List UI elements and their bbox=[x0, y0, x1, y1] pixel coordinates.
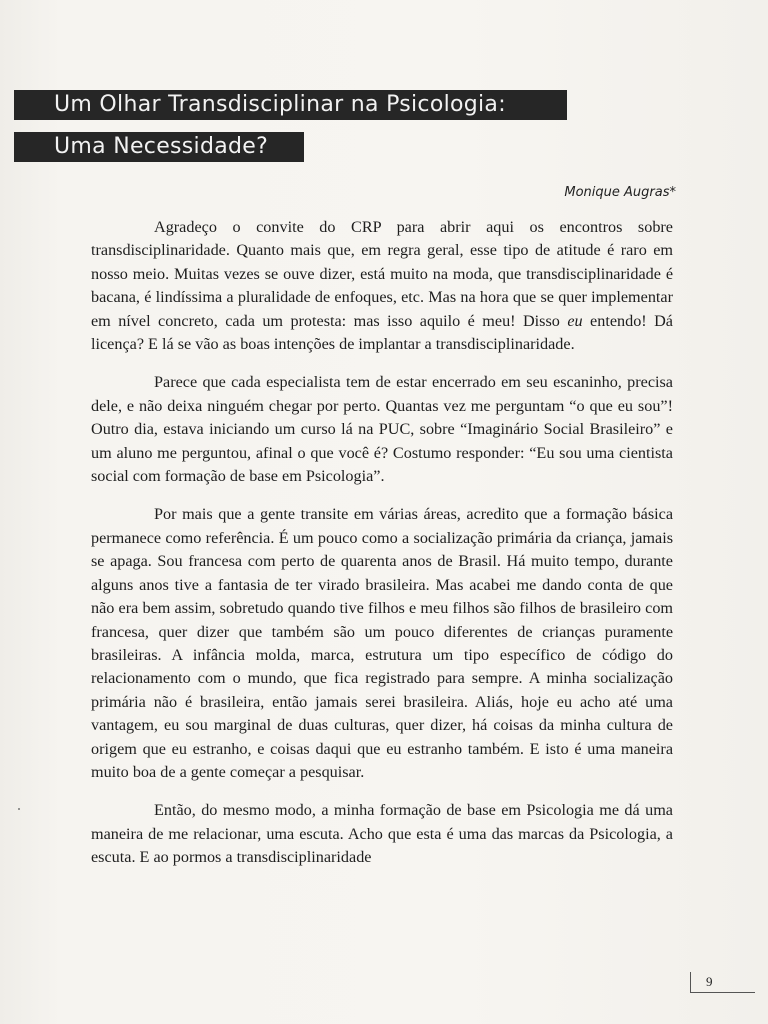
paragraph-3: Por mais que a gente transite em várias áreas, acredito que a formação básica permanece como referência. É um pouco como a socialização primária da criança, jamais se apaga. Sou francesa com perto de quarenta anos de Brasil. Há muito tempo, durante alguns anos tive a fantasia de ter virado brasileira. Mas acabei me dando conta de que não era bem assim, sobretudo quando tive filhos e meu filhos são filhos de brasileiro com francesa, quer dizer que também são um pouco diferentes de crianças puramente brasileiras. A infância molda, marca, estrutura um tipo específico de código do relacionamento com o mundo, que fica registrado para sempre. A minha socialização primária não é brasileira, então jamais serei brasileira. Aliás, hoje eu acho até uma vantagem, eu sou marginal de duas culturas, quer dizer, há coisas da minha cultura de origem que eu estranho, e coisas daqui que eu estranho também. E isto é uma maneira muito boa de a gente começar a pesquisar. bbox=[91, 505, 673, 781]
paragraph-4: Então, do mesmo modo, a minha formação de base em Psicologia me dá uma maneira de me relacionar, uma escuta. Acho que esta é uma das marcas da Psicologia, a escuta. E ao pormos a transdisciplinaridade bbox=[91, 801, 673, 867]
paragraph-2: Parece que cada especialista tem de estar encerrado em seu escaninho, precisa dele, e não deixa ninguém chegar por perto. Quantas vez me perguntam “o que eu sou”! Outro dia, estava iniciando um curso lá na PUC, sobre “Imaginário Social Brasileiro” e um aluno me perguntou, afinal o que você é? Costumo responder: “Eu sou uma cientista social com formação de base em Psicologia”. bbox=[91, 373, 673, 486]
article-body bbox=[91, 216, 673, 885]
paragraph-1-text-b: entendo! Dá licença? E lá se vão as boas intenções de implantar a transdisciplinaridade. bbox=[91, 311, 673, 354]
scan-speck bbox=[18, 808, 20, 810]
page-number-frame bbox=[690, 972, 755, 993]
author-name: Monique Augras* bbox=[564, 185, 676, 200]
title-line-1: Um Olhar Transdisciplinar na Psicologia: bbox=[14, 90, 567, 120]
paragraph-1 bbox=[91, 216, 673, 356]
paragraph-1-text-a: Agradeço o convite do CRP para abrir aqui os encontros sobre transdisciplinaridade. Quanto mais que, em regra geral, esse tipo de atitude é raro em nosso meio. Muitas vezes se ouve dizer, está muito na moda, que transdisciplinaridade é bacana, é lindíssima a pluralidade de enfoques, etc. Mas na hora que se quer implementar em nível concreto, cada um protesta: mas isso aquilo é meu! Disso bbox=[91, 218, 673, 330]
page-number: 9 bbox=[706, 974, 713, 989]
title-line-2: Uma Necessidade? bbox=[14, 132, 304, 162]
emphasis-word: eu bbox=[567, 311, 583, 330]
